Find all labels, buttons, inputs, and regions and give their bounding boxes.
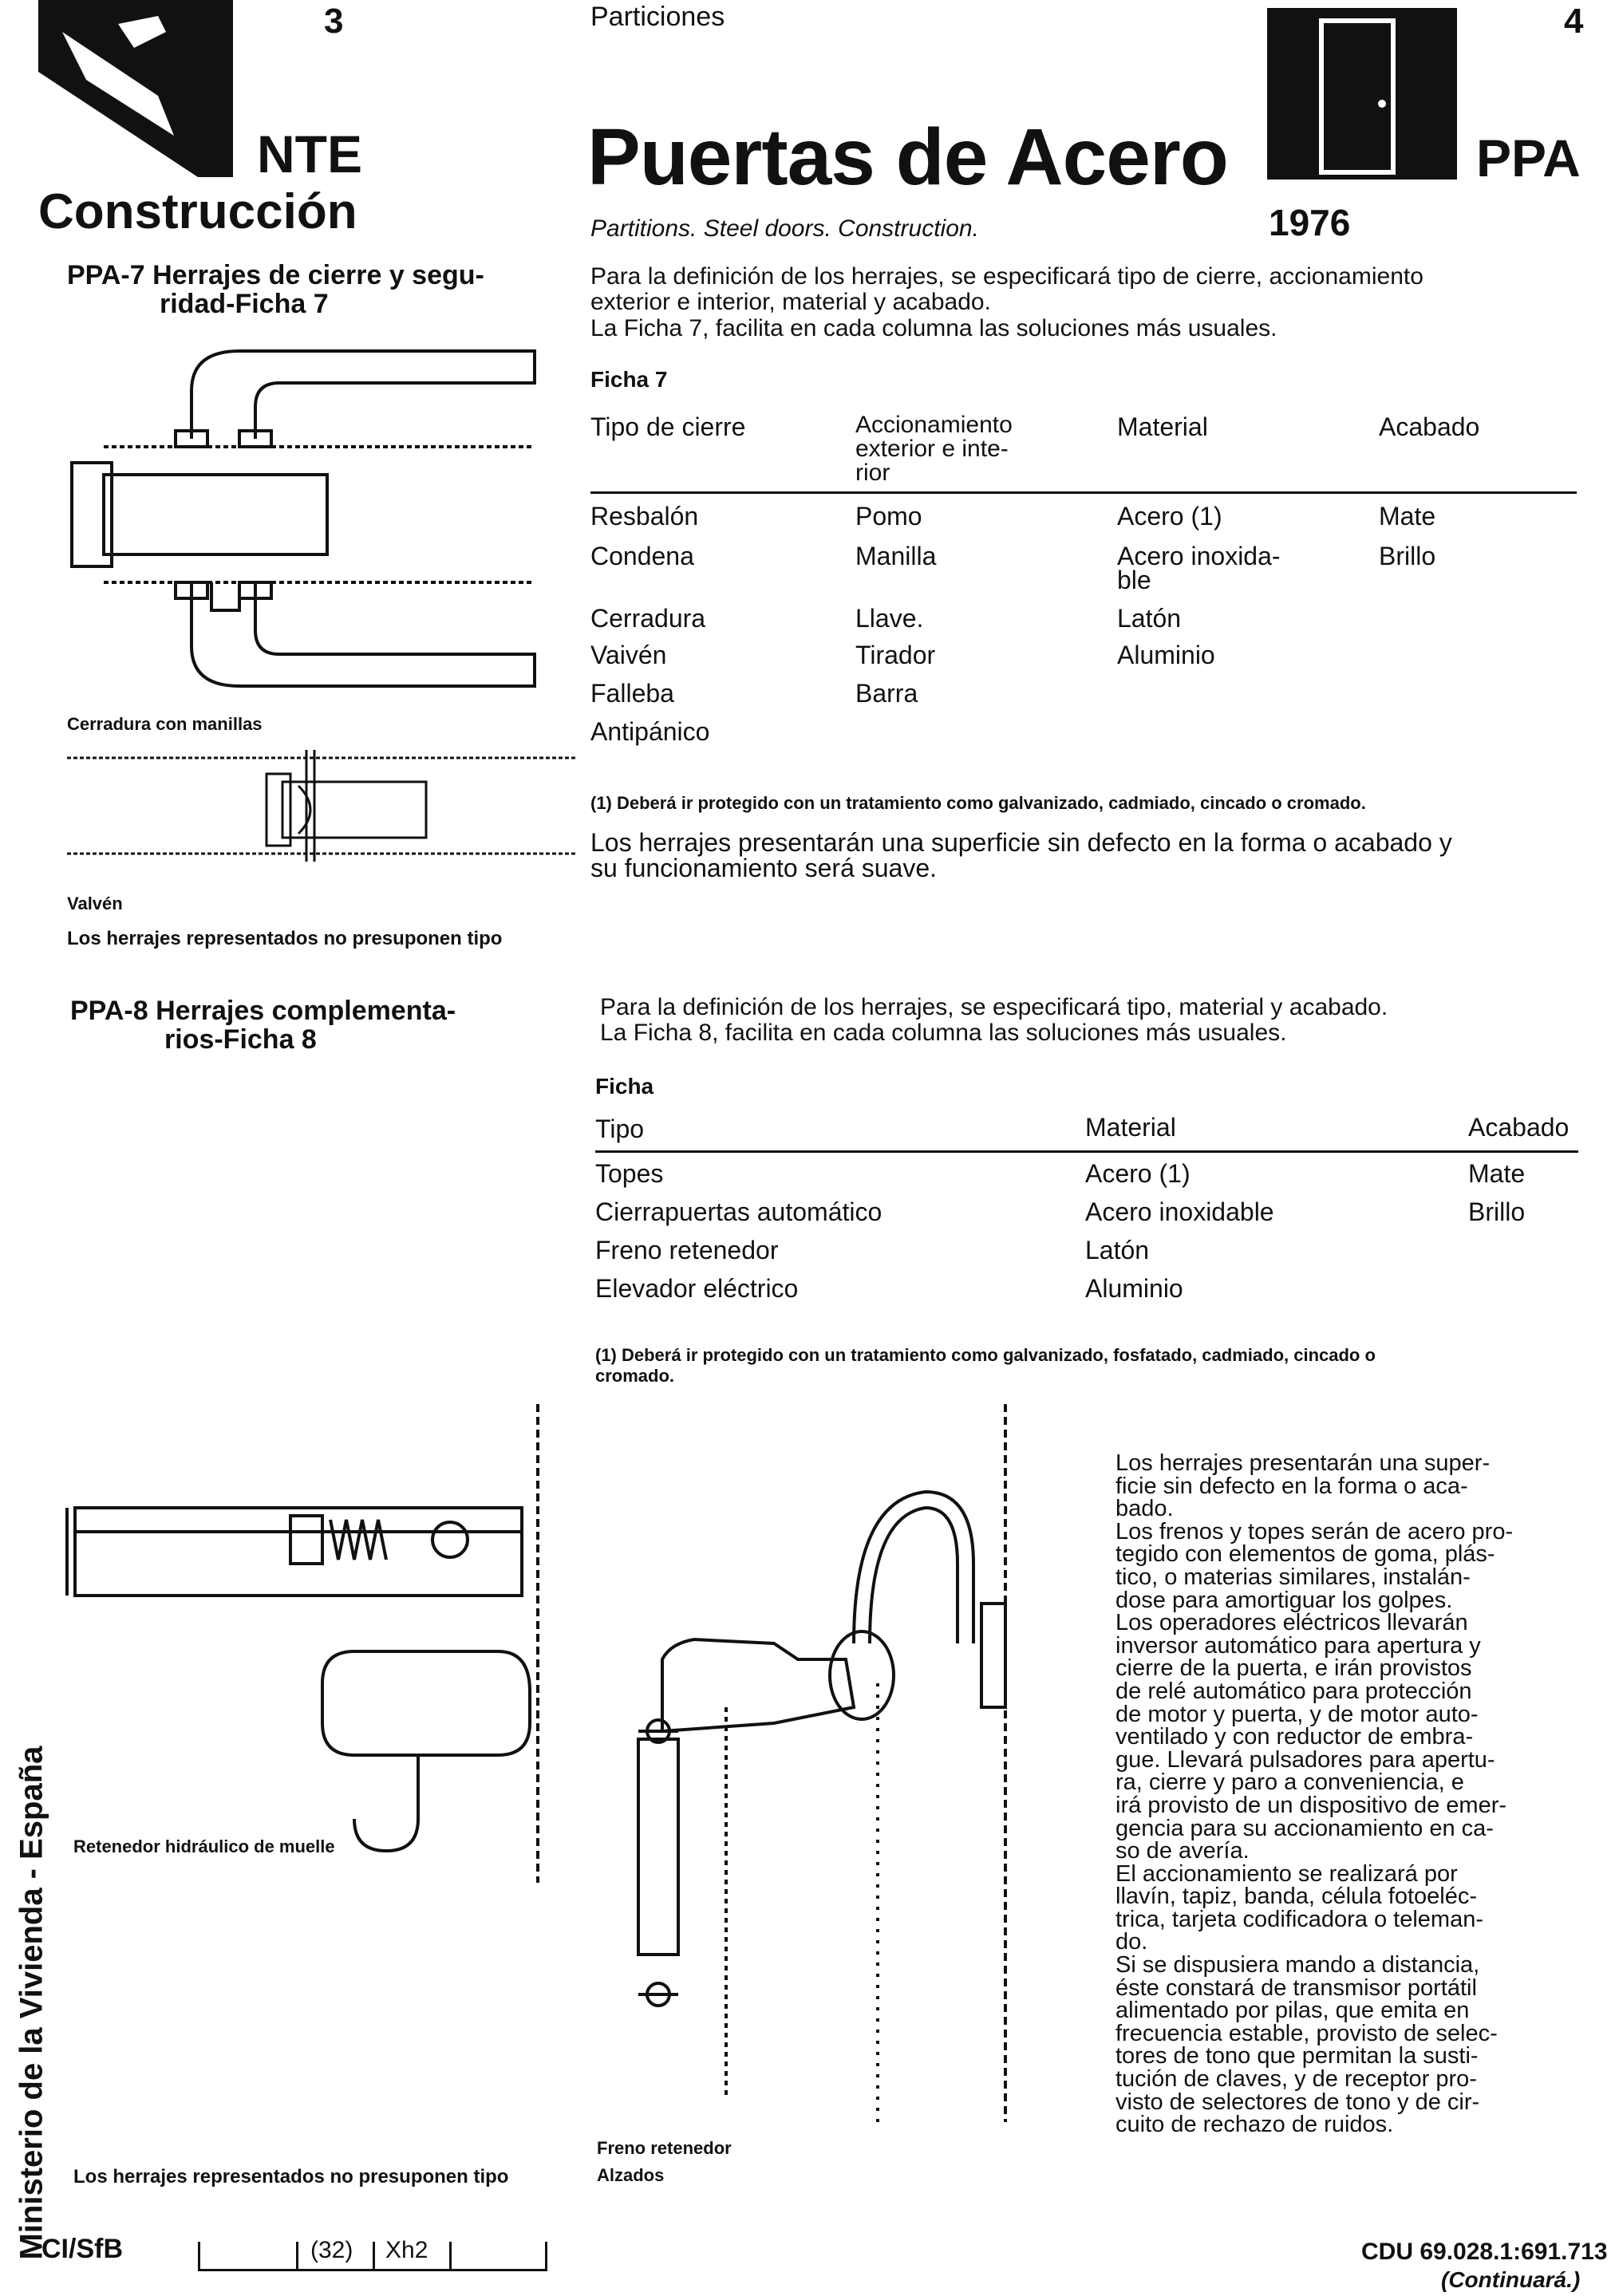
left-page-number: 3 <box>324 2 344 41</box>
right-text-line: ficie sin defecto en la forma o aca- <box>1115 1473 1468 1499</box>
ppa8-mat-acero: Acero (1) <box>1085 1159 1191 1188</box>
ppa7-header-acabado: Acabado <box>1379 412 1480 441</box>
ppa7-mat-inox-1: Acero inoxida- <box>1117 542 1281 570</box>
ppa7-acc-pomo: Pomo <box>855 502 922 531</box>
ppa8-header-tipo: Tipo <box>595 1114 645 1143</box>
ppa8-heading-line1: PPA-8 Herrajes complementa- <box>70 996 456 1026</box>
right-text-line: gue. Llevará pulsadores para apertu- <box>1115 1746 1495 1773</box>
ppa7-header-material: Material <box>1117 412 1208 441</box>
ppa7-table-rule <box>590 491 1577 494</box>
lever-handle-drawing <box>56 343 582 718</box>
year: 1976 <box>1269 202 1351 243</box>
right-text-line: cuito de rechazo de ruidos. <box>1115 2112 1394 2138</box>
right-text-line: tución de claves, y de receptor pro- <box>1115 2066 1477 2093</box>
cdu-code: CDU 69.028.1:691.713 <box>1361 2239 1608 2265</box>
cisfb-divider-1 <box>296 2242 298 2269</box>
fig-caption-retenedor: Retenedor hidráulico de muelle <box>73 1836 335 1856</box>
ppa-code: PPA <box>1476 128 1581 187</box>
ppa7-tipo-resbalon: Resbalón <box>590 502 699 531</box>
ppa8-acab-mate: Mate <box>1468 1159 1526 1188</box>
fig-caption-cerradura: Cerradura con manillas <box>67 714 263 734</box>
ppa7-acab-mate: Mate <box>1379 502 1436 531</box>
ppa8-header-acabado: Acabado <box>1468 1113 1570 1142</box>
ppa8-footnote-line1: (1) Deberá ir protegido con un tratamiento como galvanizado, fosfatado, cadmiado, cincado o <box>595 1345 1376 1365</box>
ppa7-ficha-label: Ficha 7 <box>590 367 668 392</box>
right-text-line: frecuencia estable, provisto de selec- <box>1115 2020 1498 2046</box>
right-text-line: tegido con elementos de goma, plás- <box>1115 1541 1495 1568</box>
swing-door-hardware-drawing <box>67 750 578 862</box>
cisfb-code-2: Xh2 <box>385 2237 428 2263</box>
door-logo <box>1267 8 1457 179</box>
ppa7-tipo-cerradura: Cerradura <box>590 604 706 633</box>
right-text-line: cierre de la puerta, e irán provistos <box>1115 1655 1472 1682</box>
cisfb-code-1: (32) <box>310 2237 353 2263</box>
ppa8-right-paragraph <box>1115 1452 1594 2136</box>
ppa7-heading-line2: ridad-Ficha 7 <box>160 289 329 319</box>
right-text-line: llavín, tapiz, banda, célula fotoeléc- <box>1115 1884 1477 1910</box>
right-text-line: dose para amortiguar los golpes. <box>1115 1587 1453 1613</box>
ppa7-acc-tirador: Tirador <box>855 641 936 669</box>
ppa7-intro-line2: exterior e interior, material y acabado. <box>590 289 991 315</box>
door-icon <box>1267 8 1457 179</box>
right-text-line: Si se dispusiera mando a distancia, <box>1115 1952 1480 1978</box>
page-title: Puertas de Acero <box>587 112 1228 202</box>
subtitle-en: Partitions. Steel doors. Construction. <box>590 215 979 242</box>
ppa7-mat-inox-2: ble <box>1117 566 1151 594</box>
hydraulic-retainer-drawing <box>67 1404 562 1883</box>
ppa7-mat-laton: Latón <box>1117 604 1182 633</box>
right-text-line: Los operadores eléctricos llevarán <box>1115 1610 1468 1636</box>
nte-label: NTE <box>257 124 362 183</box>
right-text-line: tico, o materias similares, instalán- <box>1115 1564 1471 1590</box>
ppa8-tipo-cierrapuertas: Cierrapuertas automático <box>595 1197 883 1226</box>
right-text-line: Los frenos y topes serán de acero pro- <box>1115 1518 1514 1544</box>
cisfb-divider-2 <box>373 2242 375 2269</box>
ppa8-tipo-topes: Topes <box>595 1159 664 1188</box>
ppa8-ficha-label: Ficha <box>595 1074 654 1099</box>
ppa7-mat-aluminio: Aluminio <box>1117 641 1215 669</box>
construccion-label: Construcción <box>38 184 357 239</box>
ppa7-acab-brillo: Brillo <box>1379 542 1436 570</box>
right-text-line: El accionamiento se realizará por <box>1115 1860 1458 1887</box>
right-text-line: Los herrajes presentarán una super- <box>1115 1450 1491 1476</box>
cisfb-label: CI/SfB <box>41 2234 123 2264</box>
ppa8-header-material: Material <box>1085 1113 1176 1142</box>
ppa7-note-line1: Los herrajes presentarán una superficie sin defecto en la forma o acabado y <box>590 828 1452 857</box>
ppa7-acc-barra: Barra <box>855 679 918 708</box>
right-text-line: trica, tarjeta codificadora o teleman- <box>1115 1906 1483 1932</box>
ppa8-heading-line2: rios-Ficha 8 <box>164 1024 317 1055</box>
ppa7-fig-note: Los herrajes representados no presuponen tipo <box>67 928 503 949</box>
right-text-line: do. <box>1115 1929 1148 1955</box>
ppa7-tipo-antipanico: Antipánico <box>590 717 710 746</box>
right-text-line: alimentado por pilas, que emita en <box>1115 1998 1470 2024</box>
cisfb-box <box>198 2237 547 2271</box>
ppa8-mat-laton: Latón <box>1085 1236 1150 1264</box>
right-text-line: ventilado y con reductor de embra- <box>1115 1724 1474 1750</box>
right-text-line: de motor y puerta, y de motor auto- <box>1115 1701 1479 1727</box>
ppa8-acab-brillo: Brillo <box>1468 1197 1526 1226</box>
ppa8-mat-aluminio: Aluminio <box>1085 1274 1183 1303</box>
continued-label: (Continuará.) <box>1441 2267 1581 2292</box>
cisfb-divider-3 <box>449 2242 452 2269</box>
ppa7-footnote: (1) Deberá ir protegido con un tratamiento como galvanizado, cadmiado, cincado o cromado. <box>590 793 1366 813</box>
right-text-line: visto de selectores de tono y de cir- <box>1115 2089 1480 2115</box>
ppa7-mat-acero: Acero (1) <box>1117 502 1222 531</box>
ppa8-intro-line2: La Ficha 8, facilita en cada columna las soluciones más usuales. <box>600 1020 1287 1046</box>
ppa7-note-line2: su funcionamiento será suave. <box>590 854 938 882</box>
ppa8-fig-note: Los herrajes representados no presuponen tipo <box>73 2166 509 2188</box>
right-text-line: de relé automático para protección <box>1115 1678 1472 1704</box>
ppa8-table-rule <box>595 1150 1578 1153</box>
ppa7-header-accionamiento-2: exterior e inte- <box>855 436 1009 462</box>
ppa8-footnote-line2: cromado. <box>595 1366 675 1386</box>
ppa7-acc-manilla: Manilla <box>855 542 937 570</box>
ppa7-tipo-condena: Condena <box>590 542 694 570</box>
ppa7-tipo-vaiven: Vaivén <box>590 641 667 669</box>
ppa8-mat-inox: Acero inoxidable <box>1085 1197 1274 1226</box>
trowel-logo-icon <box>38 0 233 177</box>
ppa7-header-accionamiento-1: Accionamiento <box>855 412 1013 438</box>
right-text-line: ra, cierre y paro a conveniencia, e <box>1115 1769 1464 1796</box>
door-brake-drawing <box>590 1404 1085 2138</box>
ppa8-tipo-elevador: Elevador eléctrico <box>595 1274 799 1303</box>
right-text-line: bado. <box>1115 1496 1174 1522</box>
ppa8-intro-line1: Para la definición de los herrajes, se especificará tipo, material y acabado. <box>600 994 1388 1020</box>
ministry-side-label: Ministerio de la Vivienda - España <box>14 1746 49 2260</box>
ppa7-header-tipo: Tipo de cierre <box>590 412 746 441</box>
right-text-line: so de avería. <box>1115 1838 1250 1864</box>
right-text-line: éste constará de transmisor portátil <box>1115 1974 1477 2001</box>
ppa7-intro-line3: La Ficha 7, facilita en cada columna las soluciones más usuales. <box>590 315 1277 341</box>
ppa7-intro-line1: Para la definición de los herrajes, se especificará tipo de cierre, accionamiento <box>590 263 1423 290</box>
right-text-line: tores de tono que permitan la susti- <box>1115 2043 1479 2069</box>
ppa7-header-accionamiento-3: rior <box>855 460 890 486</box>
ppa7-heading-line1: PPA-7 Herrajes de cierre y segu- <box>67 260 484 290</box>
fig-caption-alzados: Alzados <box>597 2165 665 2185</box>
fig-caption-freno: Freno retenedor <box>597 2138 732 2158</box>
right-text-line: gencia para su accionamiento en ca- <box>1115 1815 1494 1841</box>
ppa7-tipo-falleba: Falleba <box>590 679 674 708</box>
fig-caption-vaiven: Valvén <box>67 894 123 913</box>
nte-logo <box>38 0 233 177</box>
ppa7-acc-llave: Llave. <box>855 604 924 633</box>
right-page-number: 4 <box>1564 2 1584 41</box>
right-text-line: irá provisto de un dispositivo de emer- <box>1115 1792 1507 1818</box>
ppa8-tipo-freno: Freno retenedor <box>595 1236 779 1264</box>
section-label: Particiones <box>590 2 725 32</box>
right-text-line: inversor automático para apertura y <box>1115 1632 1481 1659</box>
